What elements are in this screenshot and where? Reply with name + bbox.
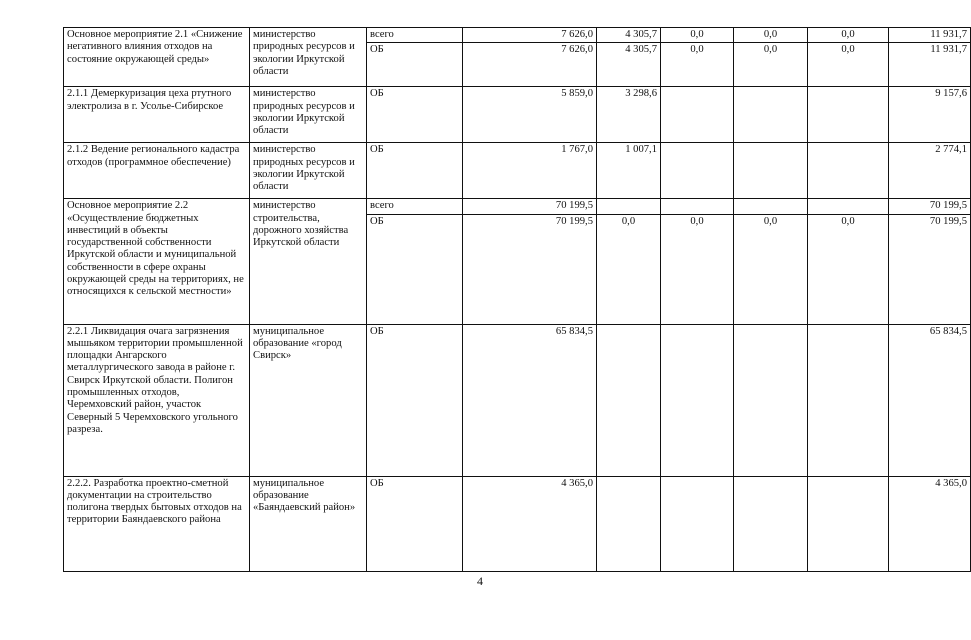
total-cell: 65 834,5 <box>889 324 971 476</box>
value-cell: 0,0 <box>734 43 808 87</box>
funding-source: ОБ <box>367 476 463 571</box>
value-cell <box>597 324 661 476</box>
funding-source: ОБ <box>367 87 463 143</box>
total-cell: 11 931,7 <box>889 28 971 43</box>
table-row <box>64 476 971 571</box>
value-cell <box>597 199 661 214</box>
value-cell: 1 767,0 <box>463 143 597 199</box>
executor: министерство строительства, дорожного хозяйства Иркутской области <box>250 199 367 324</box>
value-cell <box>808 324 889 476</box>
funding-source: ОБ <box>367 214 463 324</box>
value-cell <box>808 476 889 571</box>
value-cell <box>734 87 808 143</box>
measure-name: Основное мероприятие 2.2 «Осуществление бюджетных инвестиций в объекты государственной собственности Иркутской области и муниципальной собственности в сфере охраны окружающей среды на территориях, не относящихся к сельской местности» <box>64 199 250 324</box>
measure-name: 2.2.1 Ликвидация очага загрязнения мышьяком территории промышленной площадки Ангарского металлургического завода в районе г. Свирск Иркутской области. Полигон промышленных отходов, Черемховский район, участок Северный 5 Черемховского угольного разреза. <box>64 324 250 476</box>
table-row <box>64 324 971 476</box>
value-cell <box>734 143 808 199</box>
value-cell: 3 298,6 <box>597 87 661 143</box>
table-row <box>64 87 971 143</box>
measure-name: Основное мероприятие 2.1 «Снижение негативного влияния отходов на состояние окружающей среды» <box>64 28 250 87</box>
value-cell <box>661 199 734 214</box>
total-cell: 9 157,6 <box>889 87 971 143</box>
value-cell: 0,0 <box>808 43 889 87</box>
value-cell <box>597 476 661 571</box>
budget-table <box>63 27 971 572</box>
value-cell: 0,0 <box>597 214 661 324</box>
value-cell <box>808 143 889 199</box>
executor: муниципальное образование «город Свирск» <box>250 324 367 476</box>
value-cell: 0,0 <box>734 28 808 43</box>
total-cell: 11 931,7 <box>889 43 971 87</box>
value-cell: 0,0 <box>734 214 808 324</box>
value-cell <box>661 476 734 571</box>
value-cell: 7 626,0 <box>463 43 597 87</box>
value-cell: 0,0 <box>661 43 734 87</box>
funding-source: ОБ <box>367 43 463 87</box>
executor: министерство природных ресурсов и экологии Иркутской области <box>250 28 367 87</box>
value-cell: 4 305,7 <box>597 28 661 43</box>
measure-name: 2.1.2 Ведение регионального кадастра отходов (программное обеспечение) <box>64 143 250 199</box>
executor: муниципальное образование «Баяндаевский район» <box>250 476 367 571</box>
value-cell: 0,0 <box>808 214 889 324</box>
value-cell: 65 834,5 <box>463 324 597 476</box>
value-cell: 70 199,5 <box>463 214 597 324</box>
value-cell <box>734 324 808 476</box>
funding-source: ОБ <box>367 324 463 476</box>
value-cell: 4 365,0 <box>463 476 597 571</box>
value-cell: 70 199,5 <box>463 199 597 214</box>
funding-source: всего <box>367 199 463 214</box>
total-cell: 70 199,5 <box>889 199 971 214</box>
total-cell: 2 774,1 <box>889 143 971 199</box>
value-cell <box>661 324 734 476</box>
table-row <box>64 143 971 199</box>
table-row <box>64 28 971 43</box>
value-cell <box>734 199 808 214</box>
page-number: 4 <box>477 574 483 588</box>
executor: министерство природных ресурсов и экологии Иркутской области <box>250 143 367 199</box>
measure-name: 2.2.2. Разработка проектно-сметной документации на строительство полигона твердых бытовых отходов на территории Баяндаевского района <box>64 476 250 571</box>
executor: министерство природных ресурсов и экологии Иркутской области <box>250 87 367 143</box>
value-cell: 0,0 <box>661 214 734 324</box>
value-cell: 5 859,0 <box>463 87 597 143</box>
value-cell <box>661 143 734 199</box>
value-cell: 1 007,1 <box>597 143 661 199</box>
funding-source: ОБ <box>367 143 463 199</box>
value-cell: 4 305,7 <box>597 43 661 87</box>
measure-name: 2.1.1 Демеркуризация цеха ртутного электролиза в г. Усолье-Сибирское <box>64 87 250 143</box>
value-cell <box>808 199 889 214</box>
value-cell <box>808 87 889 143</box>
table-row <box>64 199 971 214</box>
total-cell: 4 365,0 <box>889 476 971 571</box>
value-cell: 7 626,0 <box>463 28 597 43</box>
value-cell: 0,0 <box>661 28 734 43</box>
total-cell: 70 199,5 <box>889 214 971 324</box>
value-cell <box>734 476 808 571</box>
funding-source: всего <box>367 28 463 43</box>
value-cell: 0,0 <box>808 28 889 43</box>
value-cell <box>661 87 734 143</box>
